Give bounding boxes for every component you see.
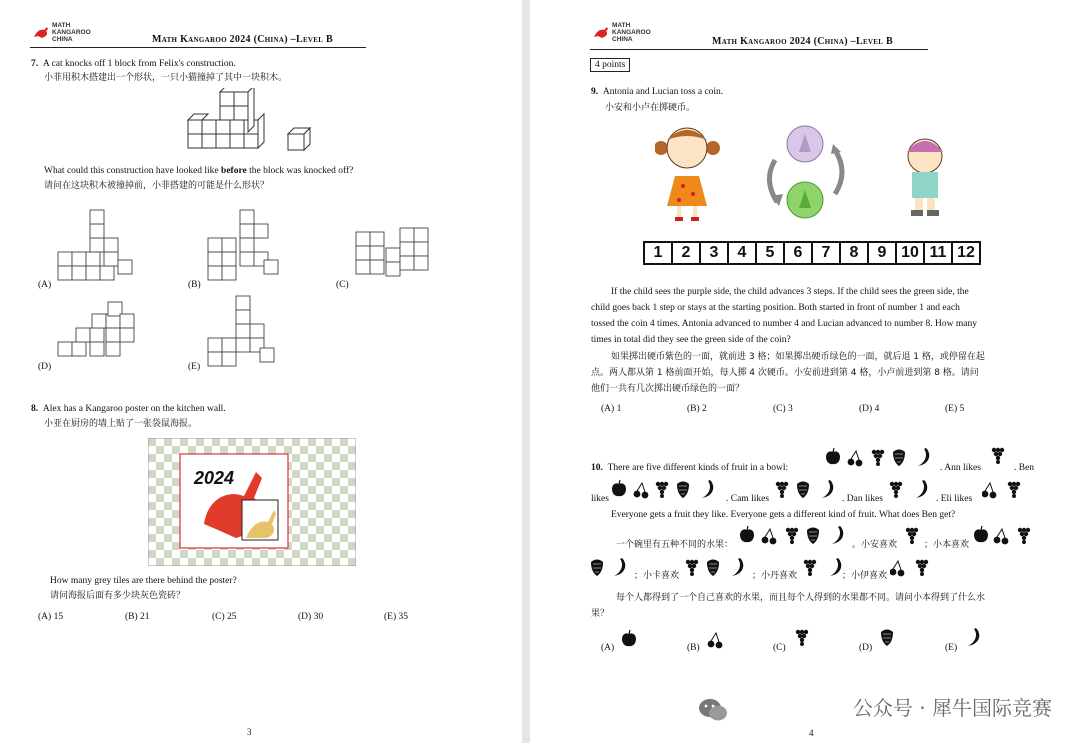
banana-icon [702, 480, 713, 498]
q7-option-a-figure [52, 202, 142, 290]
blackberry-icon [807, 528, 819, 545]
q10-option-b[interactable]: (B) [687, 643, 700, 653]
q8-text-en: 8. Alex has a Kangaroo poster on the kitchen wall. [31, 404, 226, 414]
q10-option-d[interactable]: (D) [859, 643, 873, 653]
page-3 [0, 0, 522, 743]
q7-option-c-figure [350, 220, 440, 290]
q7-option-d[interactable]: (D) [38, 362, 52, 372]
q10-eli-label: . Eli likes [936, 494, 973, 504]
q8-question-cn: 请问海报后面有多少块灰色瓷砖？ [50, 591, 186, 601]
q7-option-b[interactable]: (B) [188, 280, 201, 290]
track-cell-2: 2 [673, 243, 701, 263]
q10-cn-1c: ；小本喜欢 [924, 540, 970, 550]
q9-paragraph-line-4: times in total did they see the green side of the coin? [591, 335, 791, 345]
q9-option-a[interactable]: (A) 1 [601, 404, 622, 414]
page-number: 4 [809, 728, 814, 738]
math-kangaroo-logo [32, 22, 102, 42]
q10-option-e[interactable]: (E) [945, 643, 958, 653]
q7-option-e[interactable]: (E) [188, 362, 201, 372]
track-cell-4: 4 [729, 243, 757, 263]
blackberry-icon [797, 482, 809, 499]
q10-likes-label: likes [591, 494, 609, 504]
q10-ann-label: . Ann likes [940, 463, 981, 473]
wechat-icon [698, 697, 728, 723]
header-rule [30, 47, 366, 48]
blackberry-icon [677, 482, 689, 499]
track-cell-5: 5 [757, 243, 785, 263]
q7-option-d-figure [52, 298, 142, 372]
poster-year: 2024 [194, 468, 235, 488]
q7-option-a[interactable]: (A) [38, 280, 52, 290]
grape-icon [786, 528, 798, 544]
fruit-set-bowl-cn [740, 524, 852, 548]
banana-icon [732, 558, 743, 576]
fruit-set-dan [888, 476, 934, 502]
fruit-set-eli [982, 476, 1028, 502]
q9-paragraph-line-1: If the child sees the purple side, the child advances 3 steps. If the child sees the green side, the [611, 287, 969, 297]
kangaroo-logo-icon [32, 25, 52, 39]
track-cell-9: 9 [869, 243, 897, 263]
q7-number: 7. [31, 59, 39, 69]
fruit-set-ben-cn [974, 524, 1040, 548]
cherry-icon [982, 483, 996, 498]
q9-paragraph-cn-1: 如果掷出硬币紫色的一面，就前进 3 格；如果掷出硬币绿色的一面，就后退 1 格，或停留在起 [611, 352, 985, 362]
q10-cn-3: 每个人都得到了一个自己喜欢的水果，而且每个人得到的水果都不同。请问小本得到了什么水 [616, 593, 986, 603]
grape-icon [1018, 528, 1030, 544]
q9-option-c[interactable]: (C) 3 [773, 404, 793, 414]
q10-number: 10. [591, 463, 603, 473]
page-4 [530, 0, 1080, 743]
q10-option-c-grape-icon [792, 626, 812, 652]
q10-dan-label: . Dan likes [842, 494, 883, 504]
fruit-set-ben [612, 476, 724, 502]
fruit-set-cam-cn [684, 554, 750, 580]
q9-paragraph-line-3: tossed the coin 4 times. Antonia advanced to number 4 and Lucian advanced to number 8. How many [591, 319, 977, 329]
q8-option-c[interactable]: (C) 25 [212, 612, 237, 622]
tile-wall-grid [148, 438, 356, 566]
number-track [643, 241, 981, 265]
q10-option-b-cherry-icon [706, 628, 726, 652]
page-header-title: Math Kangaroo 2024 (China) –Level B [152, 34, 333, 45]
q7-question-cn: 请问在这块积木被撞掉前，小菲搭建的可能是什么形状？ [44, 181, 270, 191]
apple-icon [740, 526, 754, 542]
q10-cn-2b: ；小丹喜欢 [752, 571, 798, 581]
q10-cn-4: 果？ [591, 609, 610, 619]
track-cell-10: 10 [897, 243, 925, 263]
points-box: 4 points [590, 58, 630, 72]
q9-paragraph-cn-3: 他们一共有几次掷出硬币绿色的一面？ [591, 384, 745, 394]
grape-icon [656, 482, 668, 498]
track-cell-11: 11 [925, 243, 953, 263]
q10-option-a[interactable]: (A) [601, 643, 615, 653]
kangaroo-logo-icon [592, 25, 612, 39]
logo-text: MATH KANGAROO CHINA [612, 22, 651, 43]
page-number: 3 [247, 727, 252, 737]
q8-number: 8. [31, 404, 39, 414]
q10-cn-1b: 。小安喜欢 [852, 540, 898, 550]
grape-icon [916, 560, 928, 576]
logo-text: MATH KANGAROO CHINA [52, 22, 91, 43]
q8-question-en: How many grey tiles are there behind the poster? [50, 576, 237, 586]
q8-option-e[interactable]: (E) 35 [384, 612, 409, 622]
q7-text-cn: 小菲用积木搭建出一个形状，一只小猫撞掉了其中一块积木。 [44, 73, 288, 83]
page-header-title: Math Kangaroo 2024 (China) –Level B [712, 36, 893, 47]
coin-figure [769, 126, 842, 218]
math-kangaroo-logo [592, 22, 662, 42]
apple-icon [612, 480, 626, 496]
q7-option-e-figure [202, 292, 292, 372]
fruit-set-cam [774, 476, 840, 502]
girl-figure [655, 128, 720, 221]
q8-poster-figure [148, 438, 356, 566]
banana-icon [822, 480, 833, 498]
q9-option-b[interactable]: (B) 2 [687, 404, 707, 414]
banana-icon [918, 448, 929, 466]
q10-cn-1a: 一个碗里有五种不同的水果： [616, 540, 734, 550]
q10-ben-label: . Ben [1014, 463, 1035, 473]
apple-icon [974, 526, 988, 542]
fruit-set-ben-cn-cont [590, 554, 632, 580]
grape-icon [906, 528, 918, 544]
q9-option-e[interactable]: (E) 5 [945, 404, 965, 414]
page-gutter [522, 0, 530, 743]
q7-option-b-figure [202, 202, 292, 290]
fruit-set-eli-cn [890, 554, 936, 580]
cherry-icon [994, 529, 1009, 544]
watermark-text: 公众号 · 犀牛国际竞赛 [852, 696, 1052, 720]
q10-cam-label: . Cam likes [726, 494, 770, 504]
q8-option-b[interactable]: (B) 21 [125, 612, 150, 622]
fruit-set-ann [988, 444, 1010, 470]
header-rule [590, 49, 928, 50]
banana-icon [916, 480, 927, 498]
grape-icon [686, 560, 698, 576]
q8-text-cn: 小亚在厨房的墙上贴了一张袋鼠海报。 [44, 419, 198, 429]
q8-option-d[interactable]: (D) 30 [298, 612, 324, 622]
q9-paragraph-cn-2: 点。两人都从第 1 格前面开始，每人掷 4 次硬币。小安前进到第 4 格，小卢前进到第 8 格。请问 [591, 368, 979, 378]
track-cell-12: 12 [957, 244, 975, 261]
boy-figure [907, 139, 943, 216]
q10-line-3: Everyone gets a fruit they like. Everyone gets a different kind of fruit. What does Ben get? [611, 510, 956, 520]
q10-option-e-banana-icon [964, 626, 984, 652]
grape-icon [992, 448, 1004, 464]
q10-cn-2c: ；小伊喜欢 [842, 571, 888, 581]
cherry-icon [634, 483, 649, 498]
q10-cn-2a: ；小卡喜欢 [634, 571, 680, 581]
q9-option-d[interactable]: (D) 4 [859, 404, 880, 414]
track-cell-7: 7 [813, 243, 841, 263]
q8-option-a[interactable]: (A) 15 [38, 612, 64, 622]
banana-icon [830, 558, 841, 576]
fruit-set-bowl [826, 446, 938, 470]
q9-paragraph-line-2: child goes back 1 step or stays at the starting position. Both started in front of number 1 and each [591, 303, 960, 313]
q9-illustration [655, 120, 955, 226]
grape-icon [804, 560, 816, 576]
track-cell-1: 1 [645, 243, 673, 263]
banana-icon [614, 558, 625, 576]
cherry-icon [762, 529, 777, 544]
grape-icon [890, 482, 902, 498]
track-cell-6: 6 [785, 243, 813, 263]
apple-icon [826, 448, 840, 464]
q7-construction-figure [180, 88, 330, 160]
blackberry-icon [591, 560, 603, 577]
q7-option-c[interactable]: (C) [336, 280, 349, 290]
track-cell-3: 3 [701, 243, 729, 263]
q9-text-cn: 小安和小卢在掷硬币。 [605, 103, 696, 113]
q10-line-1: 10. There are five different kinds of fruit in a bowl: [591, 463, 789, 473]
cherry-icon [890, 561, 904, 576]
q9-text-en: 9. Antonia and Lucian toss a coin. [591, 87, 724, 97]
blackberry-icon [707, 560, 719, 577]
grape-icon [1008, 482, 1020, 498]
grape-icon [872, 450, 884, 466]
blackberry-icon [893, 450, 905, 467]
q7-text-en: 7. A cat knocks off 1 block from Felix's construction. [31, 59, 236, 69]
cherry-icon [848, 451, 863, 466]
track-cell-8: 8 [841, 243, 869, 263]
q10-option-c[interactable]: (C) [773, 643, 786, 653]
q10-option-a-apple-icon [620, 628, 640, 652]
grape-icon [776, 482, 788, 498]
banana-icon [832, 526, 843, 544]
q10-option-d-blackberry-icon [878, 626, 898, 652]
fruit-set-ann-cn [902, 524, 924, 548]
q7-question-en: What could this construction have looked like before the block was knocked off? [44, 166, 354, 176]
q9-number: 9. [591, 87, 599, 97]
